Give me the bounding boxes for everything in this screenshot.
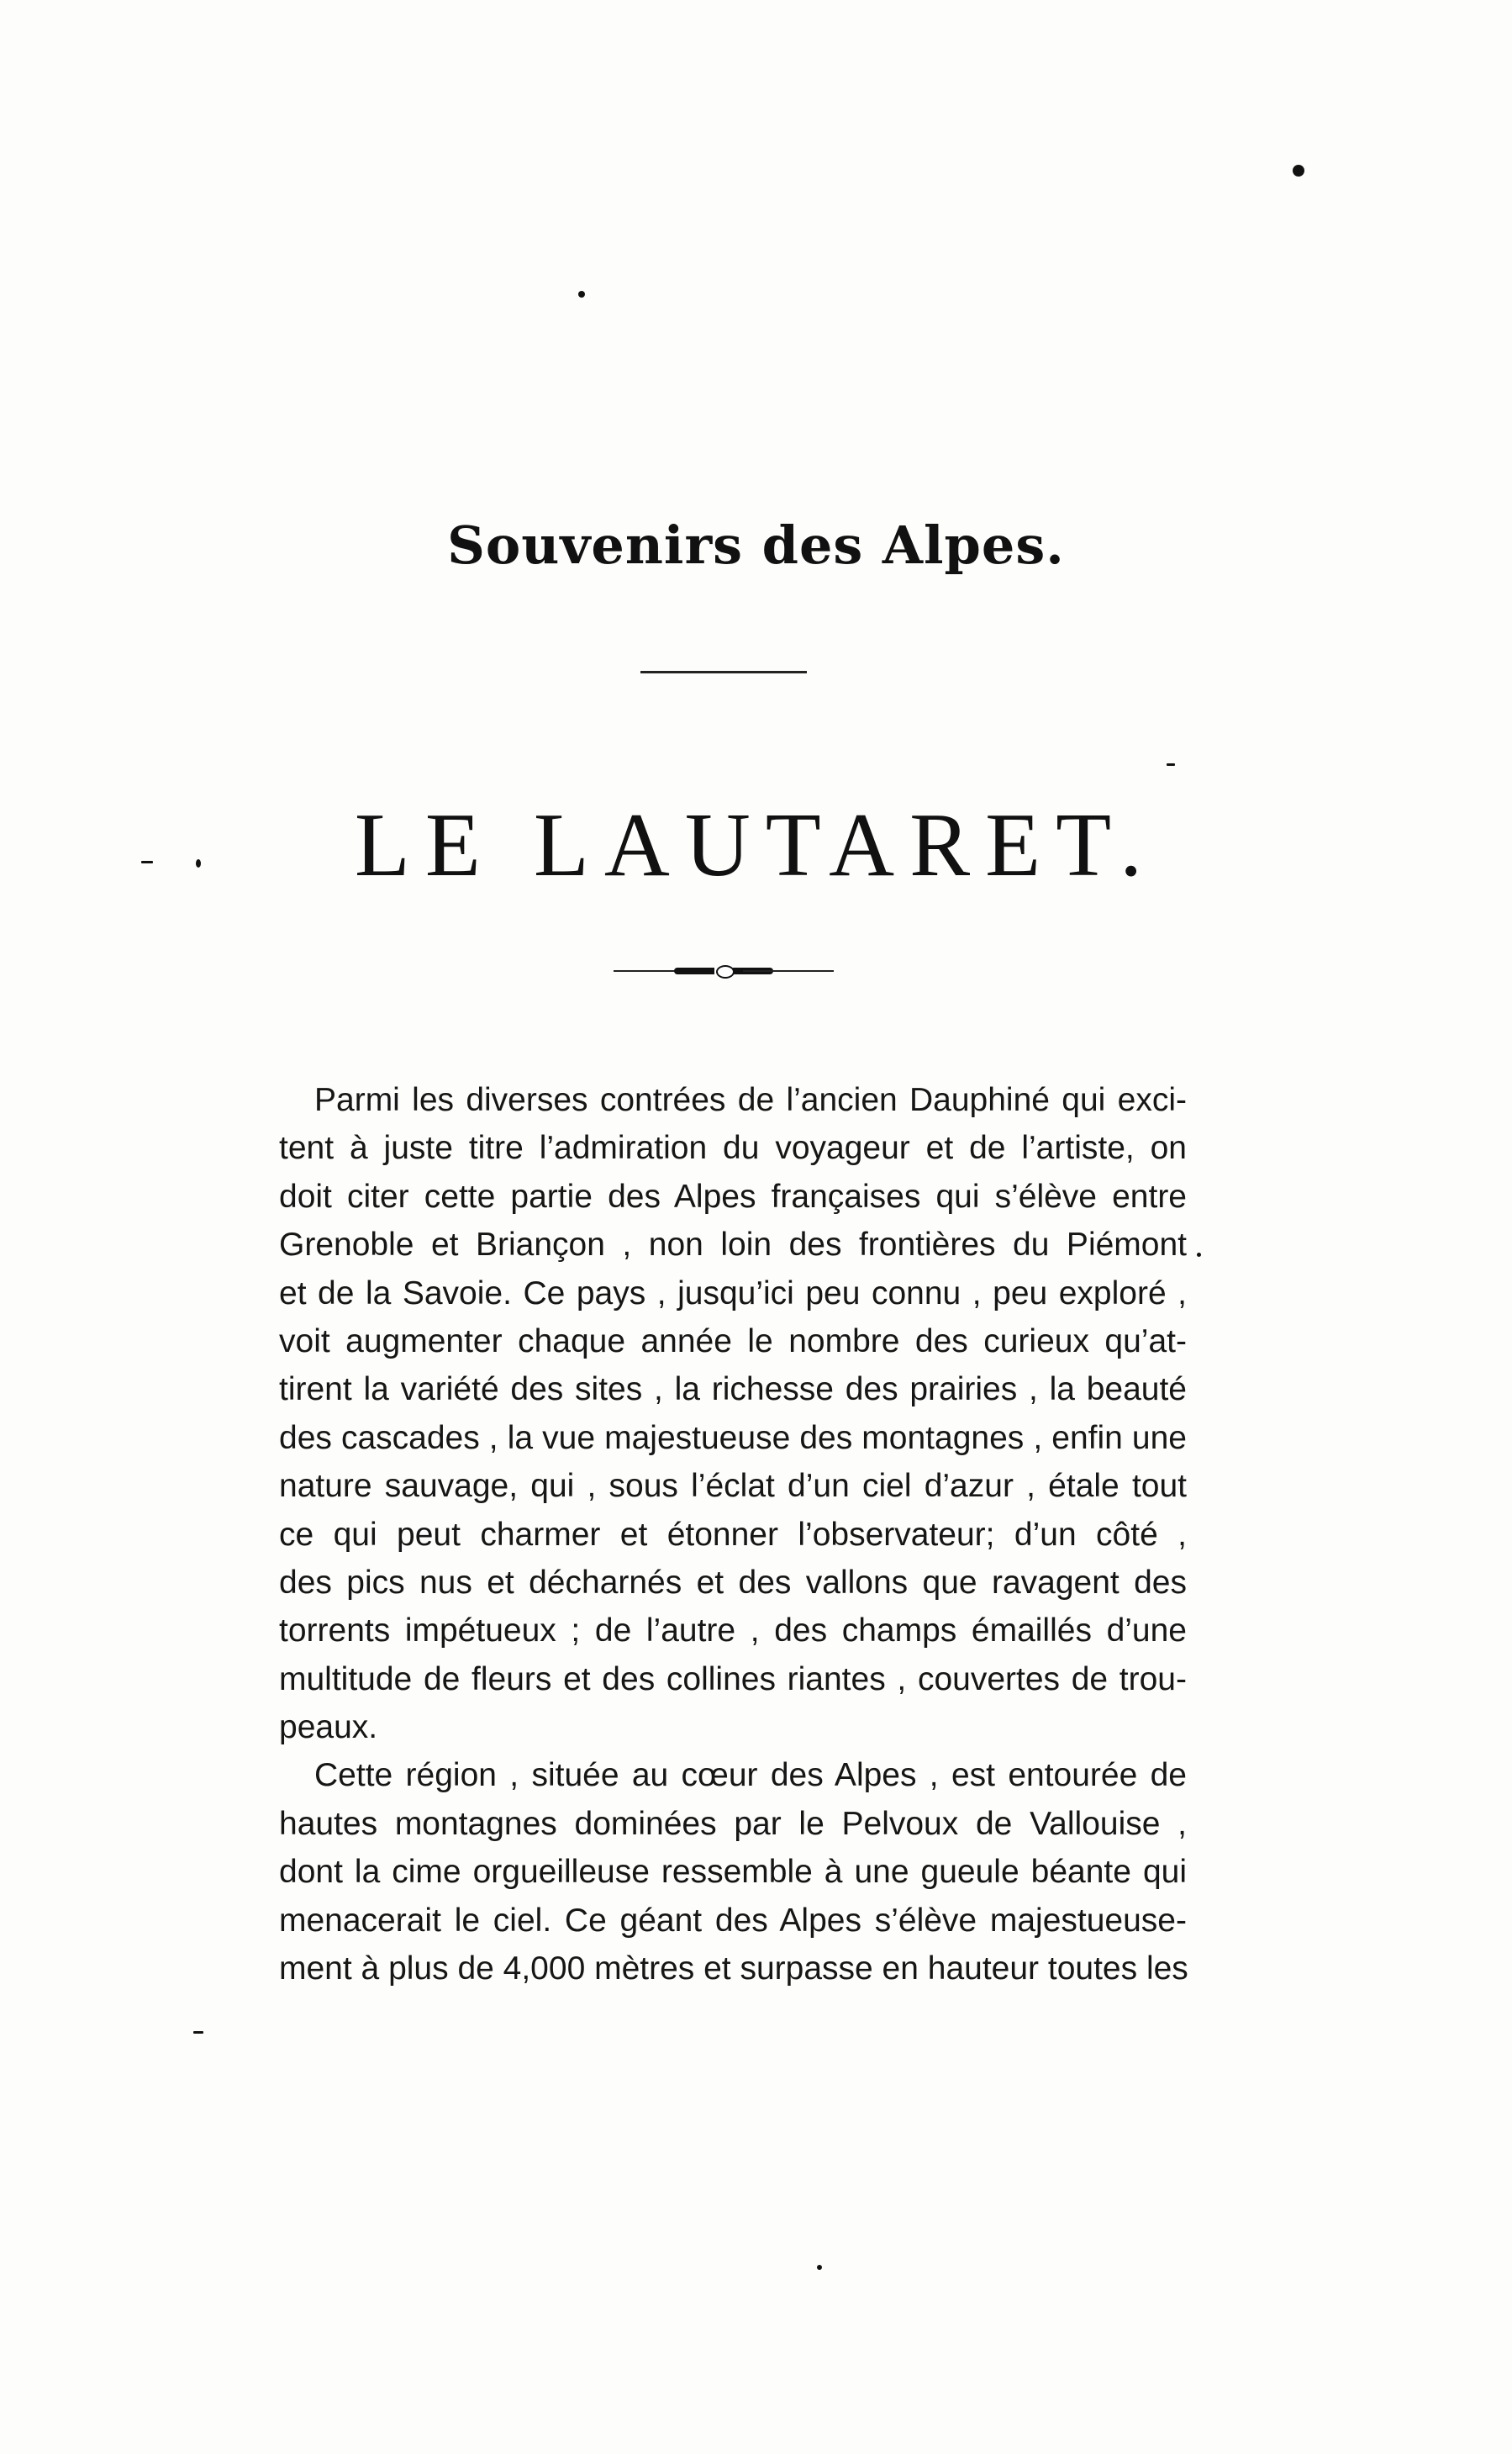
text-line: Parmi les diverses contrées de l’ancien Dauphiné qui exci- xyxy=(314,1082,1187,1118)
text-line: menacerait le ciel. Ce géant des Alpes s’élève majestueuse- xyxy=(279,1902,1187,1939)
scan-speck xyxy=(817,2265,822,2270)
text-line: hautes montagnes dominées par le Pelvoux de Vallouise , xyxy=(279,1805,1187,1842)
text-line: des pics nus et décharnés et des vallons que ravagent des xyxy=(279,1564,1187,1601)
scan-speck xyxy=(193,2031,203,2034)
scan-speck xyxy=(196,859,201,868)
ornament-center-icon xyxy=(716,965,735,979)
text-line: et de la Savoie. Ce pays , jusqu’ici peu connu , peu exploré , xyxy=(279,1274,1187,1311)
text-line: torrents impétueux ; de l’autre , des champs émaillés d’une xyxy=(279,1612,1187,1649)
text-line: ment à plus de 4,000 mètres et surpasse en hauteur toutes les xyxy=(279,1950,1188,1987)
ornamental-rule xyxy=(614,965,834,977)
scan-speck xyxy=(1197,1253,1201,1257)
series-title: Souvenirs des Alpes. xyxy=(447,515,1065,576)
scan-speck xyxy=(1293,165,1304,177)
text-line: Grenoble et Briançon , non loin des frontières du Piémont xyxy=(279,1227,1187,1264)
text-line: nature sauvage, qui , sous l’éclat d’un ciel d’azur , étale tout xyxy=(279,1468,1187,1505)
title-divider xyxy=(640,671,807,673)
text-line: doit citer cette partie des Alpes françaises qui s’élève entre xyxy=(279,1178,1187,1215)
text-line: des cascades , la vue majestueuse des montagnes , enfin une xyxy=(279,1419,1187,1456)
body-text xyxy=(279,1076,1187,1992)
scan-speck xyxy=(141,861,153,863)
ornament-bar-left xyxy=(674,968,714,974)
page-title: LE LAUTARET. xyxy=(354,795,1158,895)
text-line: ce qui peut charmer et étonner l’observateur; d’un côté , xyxy=(279,1516,1187,1553)
text-line: voit augmenter chaque année le nombre des curieux qu’at- xyxy=(279,1322,1187,1359)
text-line: peaux. xyxy=(279,1709,378,1746)
scan-speck xyxy=(1167,763,1175,766)
text-line: multitude de fleurs et des collines riantes , couvertes de trou- xyxy=(279,1660,1187,1697)
text-line: tirent la variété des sites , la richesse des prairies , la beauté xyxy=(279,1371,1187,1408)
text-line: dont la cime orgueilleuse ressemble à une gueule béante qui xyxy=(279,1854,1187,1891)
text-line: tent à juste titre l’admiration du voyageur et de l’artiste, on xyxy=(279,1130,1187,1167)
text-line: Cette région , située au cœur des Alpes , est entourée de xyxy=(314,1757,1187,1794)
ornament-line-right xyxy=(743,970,834,972)
scan-speck xyxy=(578,291,585,298)
